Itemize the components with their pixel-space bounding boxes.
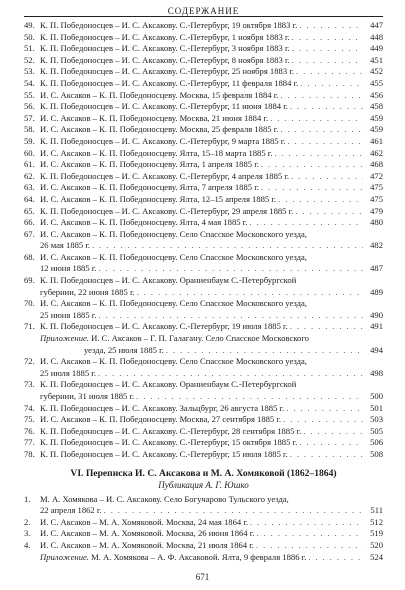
entry-title-line: К. П. Победоносцев – И. С. Аксакову. С.-Петербург, 19 июля 1885 г. (40, 321, 288, 332)
toc-entry (24, 206, 383, 218)
entry-number: 50. (24, 31, 35, 42)
entry-title-line: И. С. Аксаков – М. А. Хомяковой. Москва, 24 мая 1864 г. (40, 516, 249, 527)
entry-page-number: 452 (370, 66, 383, 77)
entry-number: 56. (24, 101, 35, 112)
entry-title-line: К. П. Победоносцев – И. С. Аксакову. С.-Петербург, 11 февраля 1884 г. (40, 77, 299, 88)
entry-title-line: И. С. Аксаков – К. П. Победоносцеву. Москва, 15 февраля 1884 г. (40, 89, 279, 100)
toc-entry (24, 55, 383, 67)
entry-number: 57. (24, 112, 35, 123)
leader-dots (164, 345, 363, 357)
entry-number: 3. (24, 528, 31, 539)
entry-page-number: 512 (370, 516, 383, 527)
toc-entry (24, 437, 383, 449)
entry-page-number: 448 (370, 31, 383, 42)
appendix-label: Приложение. (40, 333, 89, 344)
entry-title-line: 25 июня 1885 г. (40, 309, 97, 320)
entry-page-number: 511 (370, 505, 383, 516)
appendix-title-line: М. А. Хомякова – А. Ф. Аксаковой. Ялта, 9 февраля 1886 г. (91, 551, 307, 562)
entry-title-line: И. С. Аксаков – К. П. Победоносцеву. Ялта, 4 мая 1885 г. (40, 217, 248, 228)
leader-dots (306, 552, 363, 564)
entry-number: 55. (24, 89, 35, 100)
entry-page-number: 487 (370, 263, 383, 274)
toc-entry (24, 171, 383, 183)
leader-dots (135, 287, 363, 299)
page-folio: 671 (195, 572, 210, 582)
entry-number: 75. (24, 414, 35, 425)
entry-title-line: 22 апреля 1862 г. (40, 505, 102, 516)
leader-dots (102, 505, 363, 517)
entry-number: 71. (24, 321, 35, 332)
entry-page-number: 505 (370, 425, 383, 436)
entry-title-line: К. П. Победоносцев – И. С. Аксакову. С.-Петербург, 9 марта 1885 г. (40, 135, 286, 146)
toc-entry (24, 66, 383, 78)
toc-entry (24, 148, 383, 160)
entry-number: 61. (24, 159, 35, 170)
entry-page-number: 447 (370, 20, 383, 30)
entry-title-line: И. С. Аксаков – К. П. Победоносцеву. Ялта, 1 апреля 1885 г. (40, 159, 259, 170)
entry-number: 54. (24, 77, 35, 88)
toc-entry (24, 379, 383, 402)
entry-page-number: 455 (370, 77, 383, 88)
section-heading: VI. Переписка И. С. Аксакова и М. А. Хомяковой (1862–1864) (70, 467, 337, 479)
entry-number: 64. (24, 193, 35, 204)
leader-dots (288, 101, 363, 113)
entry-title-line: И. С. Аксаков – К. П. Победоносцеву. Село Спасское Московского уезда, (40, 251, 307, 262)
toc-entry (24, 403, 383, 415)
entry-page-number: 482 (370, 240, 383, 251)
entry-number: 51. (24, 43, 35, 54)
toc-entry (24, 528, 383, 540)
entry-page-number: 489 (370, 286, 383, 297)
entry-number: 1. (24, 493, 31, 504)
toc-entry (24, 124, 383, 136)
entry-title-line: К. П. Победоносцев – И. С. Аксакову. С.-Петербург, 11 июня 1884 г. (40, 101, 288, 112)
leader-dots (297, 437, 363, 449)
header-rule (24, 16, 383, 17)
toc-entry (24, 494, 383, 517)
entry-title-line: К. П. Победоносцев – И. С. Аксакову. С.-Петербург, 4 апреля 1885 г. (40, 170, 290, 181)
entry-title-line: И. С. Аксаков – К. П. Победоносцеву. Москва, 21 июня 1884 г. (40, 112, 269, 123)
toc-appendix-entry (24, 552, 383, 564)
entry-page-number: 475 (370, 193, 383, 204)
toc-entry (24, 356, 383, 379)
entry-title-line: К. П. Победоносцев – И. С. Аксакову. С.-Петербург, 1 ноября 1883 г. (40, 31, 290, 42)
entry-title-line: К. П. Победоносцев – И. С. Аксакову. С.-Петербург, 8 ноября 1883 г. (40, 54, 290, 65)
leader-dots (301, 426, 363, 438)
toc-entry (24, 217, 383, 229)
entry-page-number: 503 (370, 414, 383, 425)
leader-dots (278, 90, 363, 102)
leader-dots (272, 148, 363, 160)
leader-dots (297, 20, 363, 32)
toc-entry (24, 90, 383, 102)
entry-page-number: 458 (370, 101, 383, 112)
entry-number: 63. (24, 182, 35, 193)
leader-dots (97, 310, 363, 322)
leader-dots (254, 528, 363, 540)
entry-number: 68. (24, 251, 35, 262)
appendix-title-line: уезда, 25 июля 1885 г. (84, 344, 164, 355)
leader-dots (247, 217, 363, 229)
toc-entry (24, 229, 383, 252)
toc-entry (24, 275, 383, 298)
entry-page-number: 480 (370, 217, 383, 228)
entry-title-line: К. П. Победоносцев – И. С. Аксакову. С.-Петербург, 29 апреля 1885 г. (40, 205, 294, 216)
leader-dots (276, 194, 363, 206)
entry-number: 52. (24, 54, 35, 65)
toc-entry (24, 449, 383, 461)
entry-page-number: 491 (370, 321, 383, 332)
leader-dots (259, 182, 363, 194)
toc-entry (24, 298, 383, 321)
toc-entry (24, 159, 383, 171)
entry-title-line: И. С. Аксаков – К. П. Победоносцеву. Ялта, 15–18 марта 1885 г. (40, 147, 273, 158)
leader-dots (288, 449, 363, 461)
toc-appendix-entry (24, 333, 383, 356)
toc-entry (24, 78, 383, 90)
toc-entry (24, 194, 383, 206)
entry-title-line: И. С. Аксаков – К. П. Победоносцеву. Ялта, 12–15 апреля 1885 г. (40, 193, 277, 204)
entry-title-line: И. С. Аксаков – К. П. Победоносцеву. Село Спасское Московского уезда, (40, 228, 307, 239)
entry-title-line: 12 июня 1885 г. (40, 263, 97, 274)
entry-title-line: К. П. Победоносцев – И. С. Аксакову. Ораниенбаум С.-Петербургской (40, 275, 297, 286)
entry-number: 78. (24, 448, 35, 459)
entry-number: 60. (24, 147, 35, 158)
entry-title-line: губернии, 31 июля 1885 г. (40, 391, 135, 401)
toc-list-part2 (24, 356, 383, 460)
entry-number: 72. (24, 356, 35, 367)
toc-entry (24, 101, 383, 113)
leader-dots (278, 124, 363, 136)
entry-page-number: 475 (370, 182, 383, 193)
entry-title-line: И. С. Аксаков – К. П. Победоносцеву. Москва, 25 февраля 1885 г. (40, 124, 279, 135)
leader-dots (294, 66, 363, 78)
leader-dots (96, 368, 363, 380)
entry-page-number: 459 (370, 124, 383, 135)
appendix-label: Приложение. (40, 551, 89, 562)
toc-entry (24, 252, 383, 275)
toc-entry (24, 517, 383, 529)
running-head: СОДЕРЖАНИЕ (167, 6, 240, 16)
entry-title-line: К. П. Победоносцев – И. С. Аксакову. С.-Петербург, 19 октября 1883 г. (40, 20, 298, 30)
leader-dots (288, 321, 363, 333)
entry-page-number: 479 (370, 205, 383, 216)
entry-page-number: 508 (370, 448, 383, 459)
toc-entry (24, 540, 383, 552)
leader-dots (259, 159, 363, 171)
entry-number: 49. (24, 20, 35, 30)
entry-title-line: И. С. Аксаков – М. А. Хомяковой. Москва, 21 июля 1864 г. (40, 539, 254, 550)
entry-page-number: 472 (370, 170, 383, 181)
entry-page-number: 490 (370, 309, 383, 320)
entry-title-line: 25 июля 1885 г. (40, 367, 96, 378)
entry-title-line: 26 мая 1885 г. (40, 240, 91, 251)
entry-title-line: К. П. Победоносцев – И. С. Аксакову. С.-Петербург, 25 ноября 1883 г. (40, 66, 294, 77)
entry-number: 59. (24, 135, 35, 146)
leader-dots (290, 55, 363, 67)
entry-number: 65. (24, 205, 35, 216)
entry-title-line: К. П. Победоносцев – И. С. Аксакову. Зальцбург, 26 августа 1885 г. (40, 402, 285, 413)
leader-dots (248, 517, 363, 529)
leader-dots (285, 136, 363, 148)
leader-dots (97, 263, 363, 275)
entry-number: 2. (24, 516, 31, 527)
toc-entry (24, 414, 383, 426)
entry-page-number: 519 (370, 528, 383, 539)
entry-title-line: И. С. Аксаков – К. П. Победоносцеву. Москва, 27 сентября 1885 г. (40, 414, 282, 425)
entry-number: 66. (24, 217, 35, 228)
entry-page-number: 506 (370, 437, 383, 448)
entry-number: 62. (24, 170, 35, 181)
leader-dots (290, 32, 363, 44)
entry-title-line: И. С. Аксаков – М. А. Хомяковой. Москва, 26 июня 1864 г. (40, 528, 255, 539)
leader-dots (284, 403, 363, 415)
leader-dots (289, 171, 363, 183)
entry-number: 77. (24, 437, 35, 448)
entry-page-number: 500 (370, 391, 383, 401)
entry-page-number: 462 (370, 147, 383, 158)
appendix-page-number: 494 (370, 344, 383, 355)
entry-title-line: К. П. Победоносцев – И. С. Аксакову. С.-Петербург, 3 ноября 1883 г. (40, 43, 290, 54)
entry-number: 73. (24, 379, 35, 390)
entry-number: 74. (24, 402, 35, 413)
entry-page-number: 451 (370, 54, 383, 65)
leader-dots (290, 43, 363, 55)
toc-entry (24, 43, 383, 55)
toc-entry (24, 32, 383, 44)
entry-page-number: 501 (370, 402, 383, 413)
entry-number: 53. (24, 66, 35, 77)
entry-page-number: 449 (370, 43, 383, 54)
leader-dots (134, 391, 363, 403)
toc-entry (24, 182, 383, 194)
entry-page-number: 456 (370, 89, 383, 100)
entry-number: 76. (24, 425, 35, 436)
leader-dots (293, 206, 363, 218)
section-subheading: Публикация А. Г. Юшко (158, 479, 249, 490)
entry-page-number: 461 (370, 135, 383, 146)
toc-entry (24, 136, 383, 148)
entry-number: 67. (24, 228, 35, 239)
entry-title-line: губернии, 22 июня 1885 г. (40, 286, 135, 297)
entry-title-line: К. П. Победоносцев – И. С. Аксакову. С.-Петербург, 15 октября 1885 г. (40, 437, 298, 448)
entry-page-number: 498 (370, 367, 383, 378)
leader-dots (281, 414, 363, 426)
toc-entry (24, 113, 383, 125)
entry-page-number: 520 (370, 539, 383, 550)
entry-title-line: И. С. Аксаков – К. П. Победоносцеву. Село Спасское Московского уезда, (40, 356, 307, 367)
leader-dots (254, 540, 363, 552)
entry-number: 4. (24, 539, 31, 550)
entry-title-line: К. П. Победоносцев – И. С. Аксакову. С.-Петербург, 15 июля 1885 г. (40, 448, 288, 459)
entry-title-line: К. П. Победоносцев – И. С. Аксакову. Ораниенбаум С.-Петербургской (40, 379, 297, 390)
toc-entry (24, 321, 383, 333)
entry-title-line: И. С. Аксаков – К. П. Победоносцеву. Село Спасское Московского уезда, (40, 298, 307, 309)
entry-title-line: К. П. Победоносцев – И. С. Аксакову. С.-Петербург, 28 сентября 1885 г. (40, 425, 302, 436)
entry-number: 70. (24, 298, 35, 309)
toc-entry (24, 20, 383, 32)
leader-dots (298, 78, 363, 90)
entry-number: 58. (24, 124, 35, 135)
entry-page-number: 459 (370, 112, 383, 123)
appendix-page-number: 524 (370, 551, 383, 562)
leader-dots (268, 113, 363, 125)
leader-dots (90, 240, 363, 252)
entry-page-number: 468 (370, 159, 383, 170)
entry-number: 69. (24, 275, 35, 286)
toc-list-part3 (24, 494, 383, 552)
entry-title-line: И. С. Аксаков – К. П. Победоносцеву. Ялта, 7 апреля 1885 г. (40, 182, 259, 193)
entry-title-line: М. А. Хомякова – И. С. Аксакову. Село Богучарово Тульского уезда, (40, 493, 289, 504)
toc-list-part1 (24, 20, 383, 333)
appendix-title-line: И. С. Аксаков – Г. П. Галагану. Село Спасское Московского (91, 333, 309, 344)
toc-entry (24, 426, 383, 438)
